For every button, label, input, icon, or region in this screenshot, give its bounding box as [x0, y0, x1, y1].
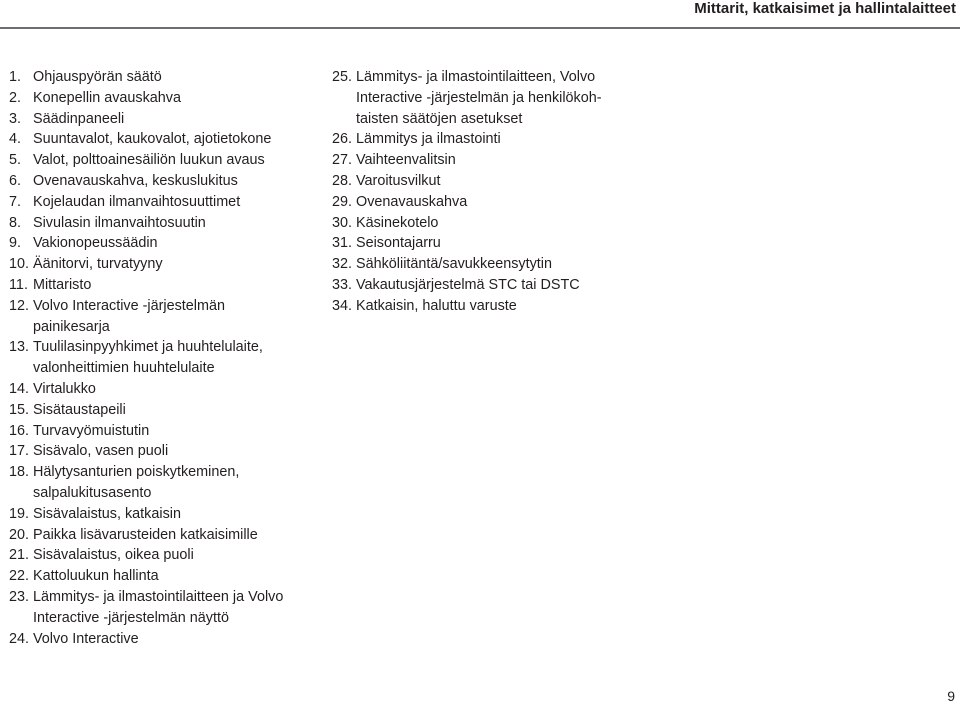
legend-item — [9, 545, 309, 566]
legend-item-line: Valot, polttoainesäiliön luukun avaus — [33, 152, 265, 169]
legend-item-number: 16. — [9, 422, 30, 439]
legend-item-number: 13. — [9, 339, 30, 356]
header-divider — [0, 27, 960, 29]
legend-item — [9, 67, 309, 88]
legend-item — [9, 129, 309, 150]
legend-item-line: salpalukitusasento — [33, 484, 152, 501]
legend-item-number: 8. — [9, 214, 22, 231]
legend-item-text — [356, 67, 632, 129]
legend-item-text — [33, 67, 309, 88]
legend-item — [9, 566, 309, 587]
legend-item-text — [33, 233, 309, 254]
legend-item — [332, 233, 632, 254]
legend-item-line: Sivulasin ilmanvaihtosuutin — [33, 214, 206, 231]
legend-item-line: Suuntavalot, kaukovalot, ajotietokone — [33, 131, 272, 148]
legend-item-line: Interactive -järjestelmän näyttö — [33, 609, 229, 626]
legend-item-number: 2. — [9, 89, 22, 106]
legend-item — [332, 275, 632, 296]
legend-item-text — [33, 296, 309, 338]
legend-item-number: 21. — [9, 547, 30, 564]
legend-item-line: Vakautusjärjestelmä STC tai DSTC — [356, 276, 580, 293]
legend-item-number: 26. — [332, 131, 353, 148]
legend-item-number: 34. — [332, 297, 353, 314]
legend-item-line: Interactive -järjestelmän ja henkilökoh- — [356, 89, 602, 106]
legend-item-text — [33, 192, 309, 213]
legend-item — [9, 400, 309, 421]
legend-item-line: Ovenavauskahva — [356, 193, 468, 210]
legend-item-line: Katkaisin, haluttu varuste — [356, 297, 517, 314]
legend-item-text — [33, 275, 309, 296]
legend-item-line: Sisävalaistus, oikea puoli — [33, 547, 194, 564]
legend-item-number: 3. — [9, 110, 22, 127]
legend-item-text — [33, 109, 309, 130]
legend-item — [9, 275, 309, 296]
legend-item-line: Varoitusvilkut — [356, 172, 441, 189]
legend-item-number: 28. — [332, 172, 353, 189]
legend-item-text — [33, 150, 309, 171]
legend-item-number: 33. — [332, 276, 353, 293]
legend-item — [332, 67, 632, 129]
legend-item-line: Vaihteenvalitsin — [356, 152, 456, 169]
page-number: 9 — [947, 688, 955, 704]
legend-item-text — [33, 421, 309, 442]
legend-item-text — [356, 192, 632, 213]
legend-item-line: Sähköliitäntä/savukkeensytytin — [356, 256, 552, 273]
legend-item — [332, 254, 632, 275]
legend-item — [9, 213, 309, 234]
legend-item — [9, 379, 309, 400]
legend-item — [9, 337, 309, 379]
legend-item-text — [356, 171, 632, 192]
legend-item-text — [33, 587, 309, 629]
legend-item-number: 20. — [9, 526, 30, 543]
legend-item-number: 17. — [9, 443, 30, 460]
legend-item-text — [356, 275, 632, 296]
legend-item-line: Säädinpaneeli — [33, 110, 125, 127]
legend-item — [332, 296, 632, 317]
legend-item-text — [356, 150, 632, 171]
legend-item-number: 31. — [332, 235, 353, 252]
legend-item-text — [33, 254, 309, 275]
legend-item-text — [356, 254, 632, 275]
legend-item — [332, 213, 632, 234]
legend-item-text — [33, 129, 309, 150]
legend-item — [9, 192, 309, 213]
legend-item-line: Konepellin avauskahva — [33, 89, 182, 106]
legend-item-line: Käsinekotelo — [356, 214, 439, 231]
legend-item — [9, 171, 309, 192]
right-legend-list — [332, 67, 632, 317]
legend-item-line: Sisävalo, vasen puoli — [33, 443, 169, 460]
legend-item-line: Paikka lisävarusteiden katkaisimille — [33, 526, 258, 543]
legend-item-line: Äänitorvi, turvatyyny — [33, 256, 163, 273]
legend-item-number: 4. — [9, 131, 22, 148]
legend-item-number: 22. — [9, 568, 30, 585]
legend-item-text — [356, 296, 632, 317]
legend-item-number: 32. — [332, 256, 353, 273]
legend-item-number: 25. — [332, 69, 353, 85]
legend-item-line: Vakionopeussäädin — [33, 235, 158, 252]
legend-item — [9, 462, 309, 504]
legend-item-line: valonheittimien huuhtelulaite — [33, 360, 215, 377]
legend-item-text — [356, 213, 632, 234]
legend-item — [9, 441, 309, 462]
legend-item-number: 11. — [9, 276, 28, 293]
legend-item-number: 1. — [9, 69, 22, 85]
legend-item-line: Turvavyömuistutin — [33, 422, 150, 439]
legend-item-number: 15. — [9, 401, 30, 418]
legend-item-text — [33, 629, 309, 650]
left-legend-list — [9, 67, 309, 649]
legend-item — [332, 150, 632, 171]
legend-item-text — [33, 545, 309, 566]
legend-item-line: Virtalukko — [33, 380, 96, 397]
legend-item-text — [33, 566, 309, 587]
legend-item — [9, 254, 309, 275]
legend-item-line: Volvo Interactive — [33, 630, 139, 647]
legend-item — [9, 629, 309, 650]
legend-item — [9, 88, 309, 109]
legend-item-number: 18. — [9, 464, 30, 481]
legend-item-line: Volvo Interactive -järjestelmän — [33, 297, 225, 314]
legend-item-line: painikesarja — [33, 318, 110, 335]
legend-item-number: 29. — [332, 193, 353, 210]
legend-item-text — [33, 525, 309, 546]
legend-item-number: 27. — [332, 152, 353, 169]
legend-item-line: Lämmitys- ja ilmastointilaitteen ja Volvo — [33, 588, 284, 605]
legend-item-number: 30. — [332, 214, 353, 231]
legend-item-number: 9. — [9, 235, 22, 252]
legend-item-line: Hälytysanturien poiskytkeminen, — [33, 464, 240, 481]
legend-item-text — [33, 400, 309, 421]
legend-item-number: 19. — [9, 505, 30, 522]
legend-item-text — [356, 233, 632, 254]
legend-item — [9, 525, 309, 546]
legend-item-line: Mittaristo — [33, 276, 92, 293]
legend-item-text — [33, 441, 309, 462]
legend-item — [9, 296, 309, 338]
legend-item-number: 5. — [9, 152, 22, 169]
legend-item — [9, 109, 309, 130]
legend-item-line: Sisätaustapeili — [33, 401, 126, 418]
legend-item — [332, 129, 632, 150]
legend-item — [9, 504, 309, 525]
page-header — [0, 0, 960, 29]
legend-item-number: 23. — [9, 588, 30, 605]
legend-item-line: Ovenavauskahva, keskuslukitus — [33, 172, 238, 189]
legend-item-text — [33, 213, 309, 234]
legend-item-number: 12. — [9, 297, 30, 314]
legend-item-text — [33, 504, 309, 525]
legend-item-line: Kattoluukun hallinta — [33, 568, 159, 585]
legend-item-line: Lämmitys ja ilmastointi — [356, 131, 501, 148]
legend-item-text — [33, 171, 309, 192]
legend-item — [9, 421, 309, 442]
legend-item-line: Kojelaudan ilmanvaihtosuuttimet — [33, 193, 241, 210]
legend-item-line: taisten säätöjen asetukset — [356, 110, 523, 127]
legend-item-number: 24. — [9, 630, 30, 647]
legend-item — [9, 587, 309, 629]
legend-item-line: Sisävalaistus, katkaisin — [33, 505, 181, 522]
legend-item — [332, 171, 632, 192]
section-title: Mittarit, katkaisimet ja hallintalaitteet — [694, 0, 956, 17]
legend-item-number: 10. — [9, 256, 30, 273]
legend-item — [9, 233, 309, 254]
legend-item-line: Tuulilasinpyyhkimet ja huuhtelulaite, — [33, 339, 263, 356]
legend-item-line: Ohjauspyörän säätö — [33, 69, 162, 85]
legend-item-number: 6. — [9, 172, 22, 189]
legend-item-line: Seisontajarru — [356, 235, 441, 252]
legend-item-number: 14. — [9, 380, 30, 397]
legend-item-text — [33, 379, 309, 400]
legend-item-text — [33, 462, 309, 504]
legend-item-number: 7. — [9, 193, 22, 210]
legend-item-text — [33, 337, 309, 379]
legend-item-line: Lämmitys- ja ilmastointilaitteen, Volvo — [356, 69, 596, 85]
legend-item — [332, 192, 632, 213]
legend-item-text — [33, 88, 309, 109]
legend-item-text — [356, 129, 632, 150]
legend-item — [9, 150, 309, 171]
